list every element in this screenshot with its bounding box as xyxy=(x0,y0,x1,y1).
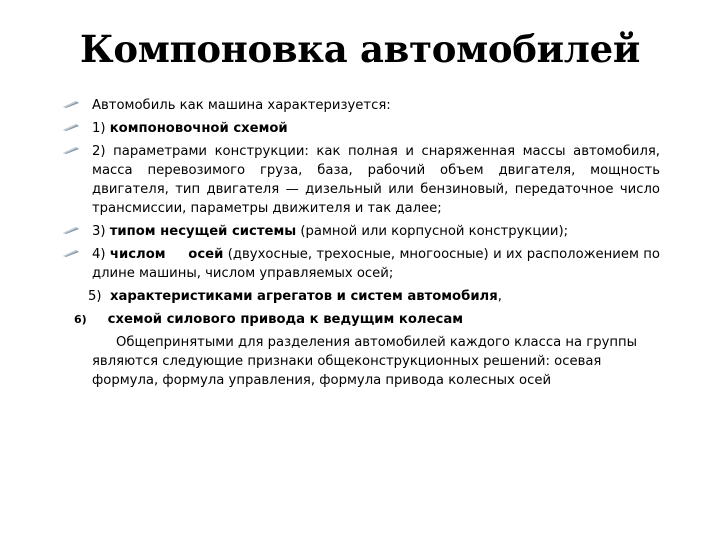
bullet-icon xyxy=(62,146,80,154)
bullet-icon xyxy=(62,123,80,131)
line-5 xyxy=(62,287,660,306)
bullet-icon xyxy=(62,226,80,234)
line-6-number: 6) xyxy=(74,313,87,326)
list-item xyxy=(62,245,660,283)
bullet-icon xyxy=(62,100,80,108)
slide-title: Компоновка автомобилей xyxy=(80,27,640,71)
item-text: 3) xyxy=(92,224,110,239)
bullet-icon xyxy=(62,249,80,257)
line-5-tail: , xyxy=(497,289,502,304)
line-5-bold: характеристиками агрегатов и систем автомобиля xyxy=(109,289,498,304)
item-bold-text: типом несущей системы xyxy=(109,224,297,239)
item-text-tail: (рамной или корпусной конструкции); xyxy=(296,224,569,239)
item-text: 4) xyxy=(92,247,110,262)
list-item xyxy=(62,142,660,218)
line-5-number: 5) xyxy=(88,289,102,304)
closing-paragraph: Общепринятыми для разделения автомобилей каждого класса на группы являются следующие признаки общеконструкционных решений: осевая формула, формула управления, формула привода колесных осей xyxy=(92,335,638,388)
list-item xyxy=(62,119,660,138)
slide-content xyxy=(62,96,660,394)
item-bold-text: компоновочной схемой xyxy=(109,121,288,136)
line-6 xyxy=(62,310,660,329)
item-text: 2) параметрами конструкции: как полная и снаряженная массы автомобиля, масса перевозимого груза, база, рабочий объем двигателя, мощность двигателя, тип двигателя — дизельный или бензиновый, передаточное число трансмиссии, параметры движителя и так далее; xyxy=(92,144,660,216)
list-item xyxy=(62,96,660,115)
item-text-tail: (двухосные, трехосные, многоосные) и их расположением по длине машины, числом управляемых осей; xyxy=(92,247,660,281)
list-item xyxy=(62,222,660,241)
item-text: 1) xyxy=(92,121,110,136)
line-6-bold: схемой силового привода к ведущим колесам xyxy=(107,312,464,327)
item-text: Автомобиль как машина характеризуется: xyxy=(92,98,391,113)
item-bold-text: числом осей xyxy=(109,247,224,262)
